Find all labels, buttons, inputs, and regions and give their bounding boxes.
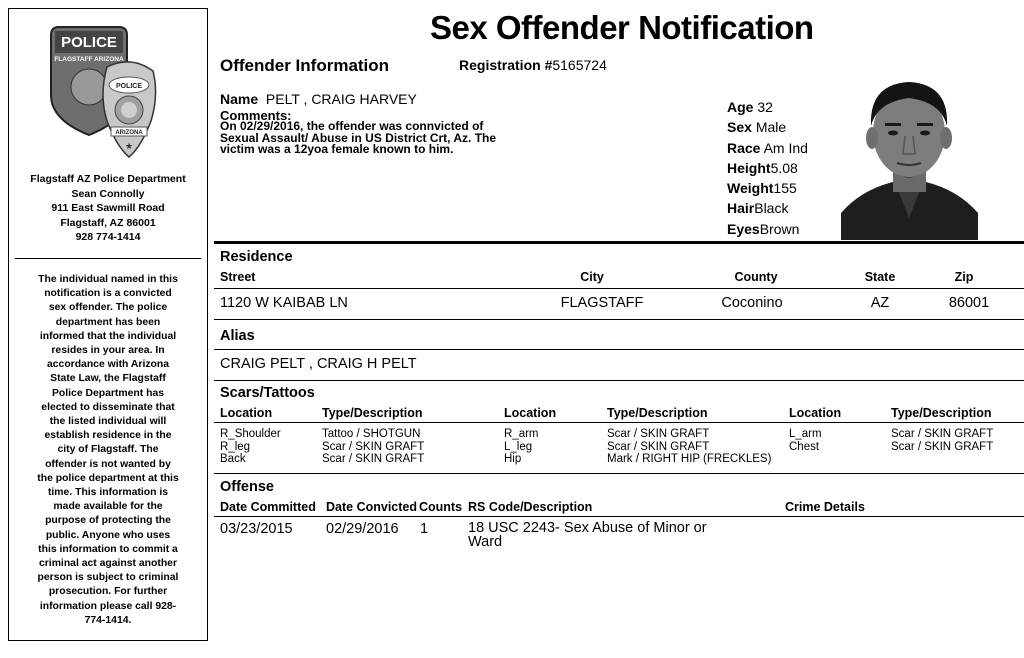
race-row (727, 138, 808, 158)
offense-heading: Offense (220, 479, 274, 495)
scar-location: R_leg (220, 440, 251, 453)
zip-header: Zip (954, 270, 974, 284)
height-label: Height (727, 159, 771, 176)
section-divider (214, 241, 1024, 244)
department-address1: 911 East Sawmill Road (51, 202, 165, 214)
rs-code-line2: Ward (468, 534, 503, 550)
street-header: Street (220, 270, 256, 284)
divider (214, 288, 1024, 289)
rs-code-header: RS Code/Description (468, 500, 593, 514)
rs-code-line1: 18 USC 2243- Sex Abuse of Minor or (468, 520, 707, 536)
scars-heading: Scars/Tattoos (220, 385, 315, 401)
scar-type: Mark / RIGHT HIP (FRECKLES) (607, 453, 772, 465)
physical-description (727, 97, 808, 239)
date-committed-header: Date Committed (220, 500, 316, 514)
offender-name: PELT , CRAIG HARVEY (265, 91, 417, 107)
scars-type-col-2 (607, 428, 771, 466)
state-header: State (864, 270, 896, 284)
date-convicted: 02/29/2016 (326, 521, 399, 537)
scars-type-header-1: Type/Description (322, 406, 423, 420)
scar-location: Hip (504, 453, 522, 465)
scar-type: Scar / SKIN GRAFT (607, 428, 710, 440)
scars-type-header-3: Type/Description (891, 406, 992, 420)
date-committed: 03/23/2015 (220, 521, 293, 537)
divider (214, 516, 1024, 517)
svg-text:★: ★ (124, 142, 134, 152)
age-row (727, 97, 808, 117)
divider (214, 349, 1024, 350)
eyes-value: Brown (759, 220, 800, 237)
scar-location: L_arm (789, 428, 822, 440)
age-label: Age (727, 99, 754, 115)
legal-notice: The individual named in this notification is a convicted sex offender. The police department has been informed that the individual resides in your area. In accordance with Arizona State Law, the Flagstaff Police Department has elected to disseminate that the listed individual will establish residence in the city of Flagstaff. The offender is not wanted by the police department at this time. This information is made available for the purpose of protecting the public. Anyone who uses this information to commit a criminal act against another person is subject to criminal prosecution. For further information please call 928-774-1414. (37, 274, 179, 626)
alias-heading: Alias (220, 328, 255, 344)
scars-type-header-2: Type/Description (607, 406, 708, 420)
scars-location-header-3: Location (789, 406, 842, 420)
registration-label: Registration # (459, 57, 553, 73)
divider (214, 422, 1024, 423)
race-value: Am Ind (763, 139, 808, 156)
race-label: Race (727, 139, 761, 156)
residence-city: FLAGSTAFF (560, 295, 644, 311)
divider (15, 258, 201, 259)
scars-type-col-1 (322, 428, 424, 466)
department-phone: 928 774-1414 (75, 231, 141, 243)
residence-heading: Residence (220, 249, 293, 265)
sex-value: Male (755, 119, 787, 136)
page-title: Sex Offender Notification (430, 9, 814, 46)
weight-label: Weight (727, 180, 774, 197)
scars-location-col-1 (220, 428, 281, 466)
weight-row (727, 178, 808, 198)
scar-type: Scar / SKIN GRAFT (891, 440, 994, 453)
police-badge-logo (49, 25, 159, 160)
divider (214, 380, 1024, 381)
offender-name-row (220, 91, 417, 107)
scar-location: L_leg (504, 440, 533, 453)
scar-type: Scar / SKIN GRAFT (607, 440, 710, 453)
badge-bottom-text: ARIZONA (115, 130, 143, 136)
scars-location-header-1: Location (220, 406, 273, 420)
residence-state: AZ (870, 295, 890, 311)
registration-number: 5165724 (552, 57, 607, 73)
residence-county: Coconino (721, 295, 783, 311)
hair-value: Black (754, 200, 789, 217)
offender-photo (841, 78, 978, 240)
scar-type: Scar / SKIN GRAFT (891, 428, 994, 440)
hair-label: Hair (727, 200, 755, 217)
scar-location: Chest (789, 440, 820, 453)
offense-counts: 1 (420, 521, 429, 537)
counts-header: Counts (419, 500, 463, 514)
scar-location: R_arm (504, 428, 539, 440)
department-panel (8, 8, 208, 641)
department-info (9, 172, 207, 245)
scar-type: Scar / SKIN GRAFT (322, 453, 425, 465)
name-label: Name (220, 91, 259, 107)
department-address2: Flagstaff, AZ 86001 (60, 216, 156, 229)
hair-row (727, 198, 808, 218)
offender-info-heading: Offender Information (220, 56, 390, 75)
comments-text: On 02/29/2016, the offender was connvicted of Sexual Assault/ Abuse in US District Crt, Az. The victim was a 12yoa female known to him. (220, 119, 497, 156)
department-contact: Sean Connolly (71, 187, 145, 200)
scars-location-col-2 (504, 428, 539, 466)
sex-label: Sex (727, 119, 752, 136)
county-header: County (734, 270, 778, 284)
height-row (727, 158, 808, 178)
age-value: 32 (757, 99, 773, 115)
patch-top-text: POLICE (61, 34, 117, 51)
date-convicted-header: Date Convicted (326, 500, 417, 514)
divider (214, 473, 1024, 474)
patch-city-text: FLAGSTAFF ARIZONA (54, 56, 124, 63)
scar-location: Back (220, 453, 246, 465)
department-name: Flagstaff AZ Police Department (30, 173, 186, 185)
crime-details-header: Crime Details (785, 500, 865, 514)
height-value: 5.08 (770, 159, 798, 176)
scar-location: R_Shoulder (220, 428, 281, 440)
eyes-row (727, 219, 808, 239)
scar-type: Scar / SKIN GRAFT (322, 440, 425, 453)
alias-value: CRAIG PELT , CRAIG H PELT (220, 356, 417, 372)
city-header: City (580, 270, 604, 284)
comments-label: Comments: (220, 108, 292, 123)
rs-code-description (468, 521, 707, 549)
eyes-label: Eyes (727, 220, 760, 237)
residence-zip: 86001 (948, 295, 990, 311)
scars-location-col-3 (789, 428, 822, 453)
sex-row (727, 117, 808, 137)
scar-type: Tattoo / SHOTGUN (322, 428, 421, 440)
badge-top-text: POLICE (115, 83, 143, 90)
residence-street: 1120 W KAIBAB LN (220, 295, 348, 311)
scars-type-col-3 (891, 428, 993, 453)
divider (214, 319, 1024, 320)
scars-location-header-2: Location (504, 406, 557, 420)
weight-value: 155 (773, 180, 797, 197)
registration (459, 57, 607, 73)
